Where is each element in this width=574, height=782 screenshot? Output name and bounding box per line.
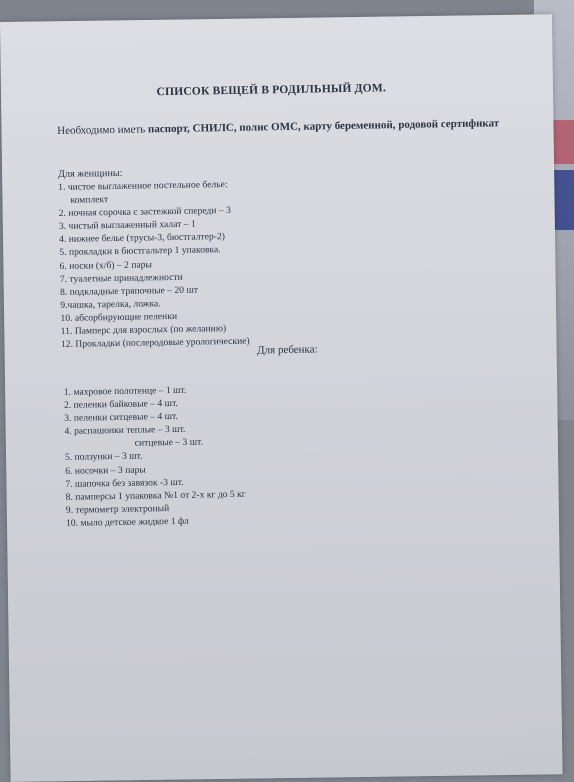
list-item: 12. Прокладки (послеродовые урологические)	[60, 335, 250, 351]
list-item: 1. чистое выглаженное постельное белье:	[58, 179, 228, 193]
list-item: 8. подкладные тряпочные – 20 шт	[59, 284, 199, 298]
list-item: 8. памперсы 1 упаковка №1 от 2-х кг до 5 кг	[65, 488, 246, 503]
list-item: 10. мыло детское жидкое 1 фл	[65, 515, 189, 529]
child-section-header: Для ребенка:	[256, 343, 318, 357]
list-item: 9. термометр электроный	[65, 502, 170, 516]
required-documents-list: паспорт, СНИЛС, полис ОМС, карту беременной, родовой сертификат	[147, 117, 500, 136]
list-item: 7. туалетные принадлежности	[59, 271, 183, 285]
required-documents-prefix: Необходимо иметь	[57, 123, 149, 137]
list-item: комплект	[70, 194, 109, 206]
list-item: 3. чистый выглаженный халат – 1	[58, 218, 196, 233]
list-item: 3. пеленки ситцевые – 4 шт.	[64, 411, 178, 425]
list-item: ситцевые – 3 шт.	[134, 436, 204, 450]
child-items-list	[64, 383, 247, 530]
list-item: 10. абсорбирующие пеленки	[60, 310, 178, 324]
list-item: 1. махровое полотенце – 1 шт.	[63, 384, 187, 398]
list-item: 5. ползунки – 3 шт.	[64, 451, 143, 464]
list-item: 4. нижнее белье (трусы-3, бюстгалтер-2)	[59, 231, 226, 246]
list-item: 9.чашка, тарелка, ложка.	[60, 298, 161, 311]
list-item: 2. пеленки байковые – 4 шт.	[63, 398, 179, 412]
list-item: 5. прокладки в бюстгальтер 1 упаковка.	[59, 244, 221, 259]
list-item: 6. носочки – 3 пары	[65, 464, 146, 477]
list-item: 2. ночная сорочка с застежкой спереди – 3	[58, 205, 231, 220]
women-section-header: Для женщины:	[57, 167, 123, 180]
list-item: 6. носки (х/б) – 2 пары	[59, 258, 153, 272]
list-item: 4. распашонки теплые – 3 шт.	[64, 424, 186, 438]
list-item: 7. шапочка без завязок -3 шт.	[65, 476, 184, 490]
document-title: СПИСОК ВЕЩЕЙ В РОДИЛЬНЫЙ ДОМ.	[156, 82, 387, 99]
list-item: 11. Памперс для взрослых (по желанию)	[60, 323, 227, 337]
women-items-list	[58, 178, 250, 351]
